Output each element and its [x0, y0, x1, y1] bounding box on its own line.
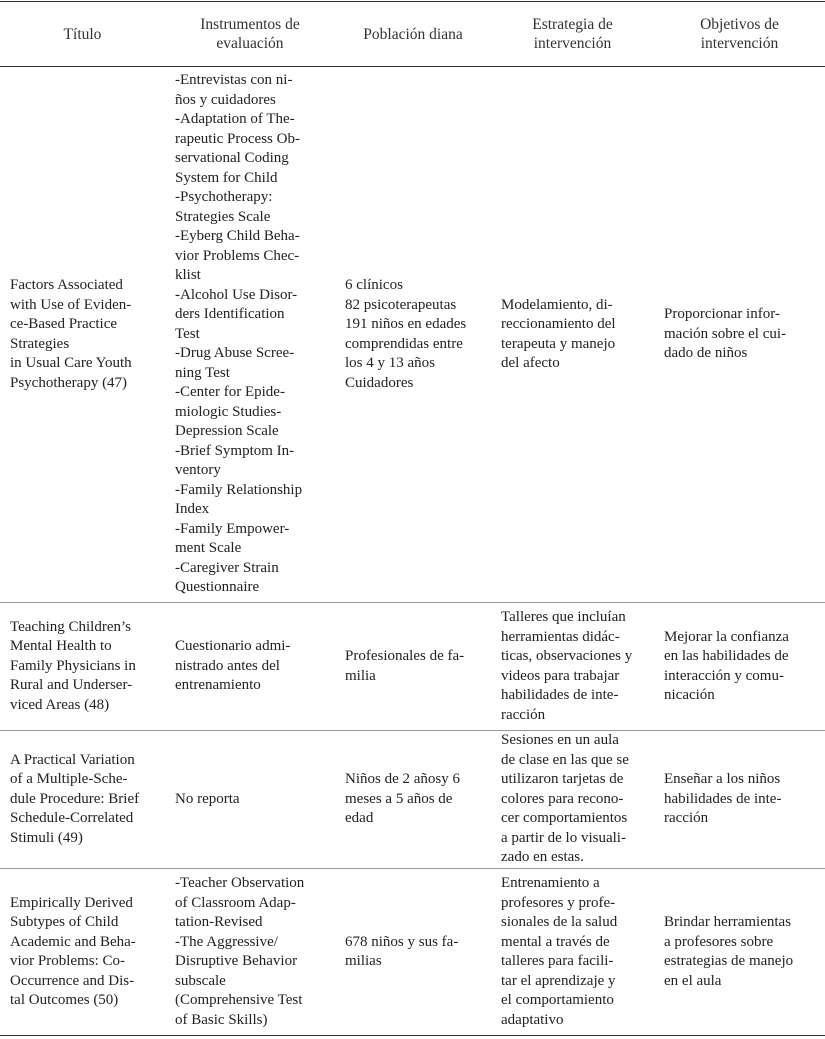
cell-instrumentos: -Teacher Observation of Classroom Adap- tation-Revised -The Aggressive/ Disruptive Behavior subscale (Comprehensive Test of Basic Skills) — [165, 869, 335, 1036]
cell-objetivos: Mejorar la confianza en las habilidades de interacción y comu- nicación — [654, 603, 825, 731]
studies-table — [0, 1, 825, 1036]
cell-objetivos: Enseñar a los niños habilidades de inte- racción — [654, 731, 825, 869]
cell-poblacion: Niños de 2 añosy 6 meses a 5 años de edad — [335, 731, 491, 869]
cell-poblacion: 6 clínicos 82 psicoterapeutas 191 niños en edades comprendidas entre los 4 y 13 años Cuidadores — [335, 67, 491, 603]
cell-poblacion: 678 niños y sus fa- milias — [335, 869, 491, 1036]
cell-estrategia: Sesiones en un aula de clase en las que se utilizaron tarjetas de colores para recono- cer comportamientos a partir de lo visuali- zado en estas. — [491, 731, 654, 869]
cell-objetivos: Brindar herramientas a profesores sobre estrategias de manejo en el aula — [654, 869, 825, 1036]
header-row — [0, 2, 825, 67]
cell-estrategia: Modelamiento, di- reccionamiento del terapeuta y manejo del afecto — [491, 67, 654, 603]
cell-estrategia: Talleres que incluían herramientas didác- ticas, observaciones y videos para trabajar habilidades de inte- racción — [491, 603, 654, 731]
cell-estrategia: Entrenamiento a profesores y profe- sionales de la salud mental a través de talleres para facili- tar el aprendizaje y el comportamiento adaptativo — [491, 869, 654, 1036]
cell-poblacion: Profesionales de fa- milia — [335, 603, 491, 731]
cell-instrumentos: -Entrevistas con ni- ños y cuidadores -Adaptation of The- rapeutic Process Ob- servational Coding System for Child -Psychotherapy: Strategies Scale -Eyberg Child Beha- vior Problems Chec- klist -Alcohol Use Disor- ders Identification Test -Drug Abuse Scree- ning Test -Center for Epide- miologic Studies- Depression Scale -Brief Symptom In- ventory -Family Relationship Index -Family Empower- ment Scale -Caregiver Strain Questionnaire — [165, 67, 335, 603]
cell-instrumentos: No reporta — [165, 731, 335, 869]
cell-titulo: A Practical Variation of a Multiple-Sche- dule Procedure: Brief Schedule-Correlated Stimuli (49) — [0, 731, 165, 869]
header-poblacion: Población diana — [335, 2, 491, 67]
header-estrategia: Estrategia de intervención — [491, 2, 654, 67]
header-objetivos: Objetivos de intervención — [654, 2, 825, 67]
cell-titulo: Factors Associated with Use of Eviden- ce-Based Practice Strategies in Usual Care Youth Psychotherapy (47) — [0, 67, 165, 603]
cell-titulo: Empirically Derived Subtypes of Child Academic and Beha- vior Problems: Co- Occurrence and Dis- tal Outcomes (50) — [0, 869, 165, 1036]
table-row — [0, 731, 825, 869]
header-instrumentos: Instrumentos de evaluación — [165, 2, 335, 67]
cell-titulo: Teaching Children’s Mental Health to Family Physicians in Rural and Underser- viced Areas (48) — [0, 603, 165, 731]
table-row — [0, 67, 825, 603]
cell-objetivos: Proporcionar infor- mación sobre el cui- dado de niños — [654, 67, 825, 603]
table-row — [0, 603, 825, 731]
cell-instrumentos: Cuestionario admi- nistrado antes del entrenamiento — [165, 603, 335, 731]
table-row — [0, 869, 825, 1036]
header-titulo: Título — [0, 2, 165, 67]
